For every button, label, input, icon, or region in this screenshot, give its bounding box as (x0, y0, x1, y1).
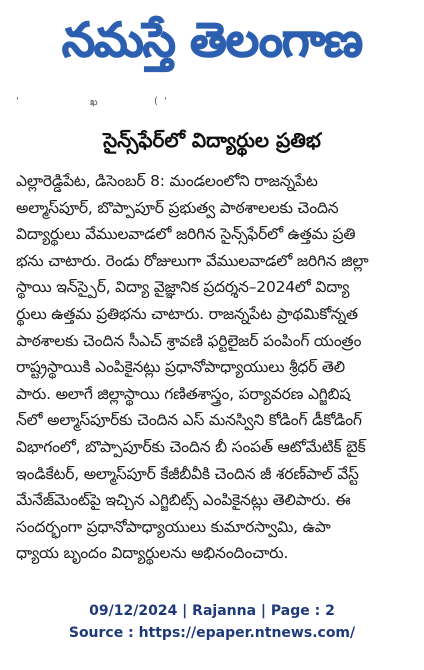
clipping-right-edge (418, 120, 424, 590)
article-line: పారు. అలాగే జిల్లాస్థాయి గణితశాస్త్రం, పర్యావరణ ఎగ్జిబిష (16, 384, 351, 403)
article-line: అల్మాస్‌పూర్, బొప్పాపూర్ ప్రభుత్వ పాఠశాలలకు చెందిన (16, 198, 339, 217)
edition-info: 09/12/2024 | Rajanna | Page : 2 (89, 603, 335, 619)
article-line: పాఠశాలకు చెందిన సీఎచ్ శ్రావణి ఫర్టిలైజర్ పంపింగ్ యంత్రం (16, 331, 362, 350)
clipping-edge-marks (14, 96, 214, 110)
article-line: భను చాటారు. రెండు రోజులుగా వేములవాడలో జరిగిన జిల్లా (16, 251, 369, 270)
article-line: ఎల్లారెడ్డిపేట, డిసెంబర్ 8: మండలంలోని రాజన్నపేట (16, 172, 318, 190)
article-line: విభాగంలో, బొప్పాపూర్‌కు చెందిన బీ సంపత్ ఆటోమేటిక్ బైక్ (16, 437, 366, 456)
article-line: ఇండికేటర్, అల్మాస్‌పూర్ కేజీబీవీకి చెందిన జీ శరణ్‌పాల్ వేస్ట్ (16, 464, 359, 483)
article-line: విద్యార్థులు వేములవాడలో జరిగిన సైన్స్‌ఫేర్‌లో ఉత్తమ ప్రతి (16, 225, 356, 244)
news-article (0, 120, 424, 590)
article-line: న్‌లో అల్మాస్‌పూర్‌కు చెందిన ఎస్ మనస్విని కోడింగ్ డీకోడింగ్ (16, 411, 362, 430)
clip-mark: ' (16, 96, 19, 107)
article-line: మేనేజ్‌మెంట్‌పై ఇచ్చిన ఎగ్జిబిట్స్ ఎంపికైనట్లు తెలిపారు. ఈ (16, 491, 351, 510)
article-line: ర్థులు ఉత్తమ ప్రతిభను చాటారు. రాజన్నపేట ప్రాథమికోన్నత (16, 304, 358, 323)
article-line: రాష్ట్రస్థాయికి ఎంపికైనట్లు ప్రధానోపాధ్యాయులు శ్రీధర్ తెలి (16, 358, 345, 377)
article-line: స్థాయి ఇన్‌స్పైర్, విద్యా వైజ్ఞానిక ప్రదర్శన–2024లో విద్యా (16, 278, 350, 297)
newspaper-masthead (12, 2, 412, 78)
clip-mark: ( (154, 96, 158, 107)
article-line: ధ్యాయ బృందం విద్యార్థులను అభినందించారు. (16, 544, 289, 563)
clip-mark: ఖ (90, 97, 98, 108)
article-headline: సైన్స్‌ఫేర్‌లో విద్యార్థుల ప్రతిభ (103, 128, 321, 152)
clipping-footer (0, 600, 424, 644)
clip-mark: ' (164, 96, 167, 107)
article-line: సందర్భంగా ప్రధానోపాధ్యాయులు కుమారస్వామి, ఉపా (16, 517, 331, 536)
masthead-title: నమస్తే తెలంగాణ (62, 12, 362, 68)
article-body (16, 168, 424, 567)
source-link[interactable]: Source : https://epaper.ntnews.com/ (68, 625, 356, 641)
